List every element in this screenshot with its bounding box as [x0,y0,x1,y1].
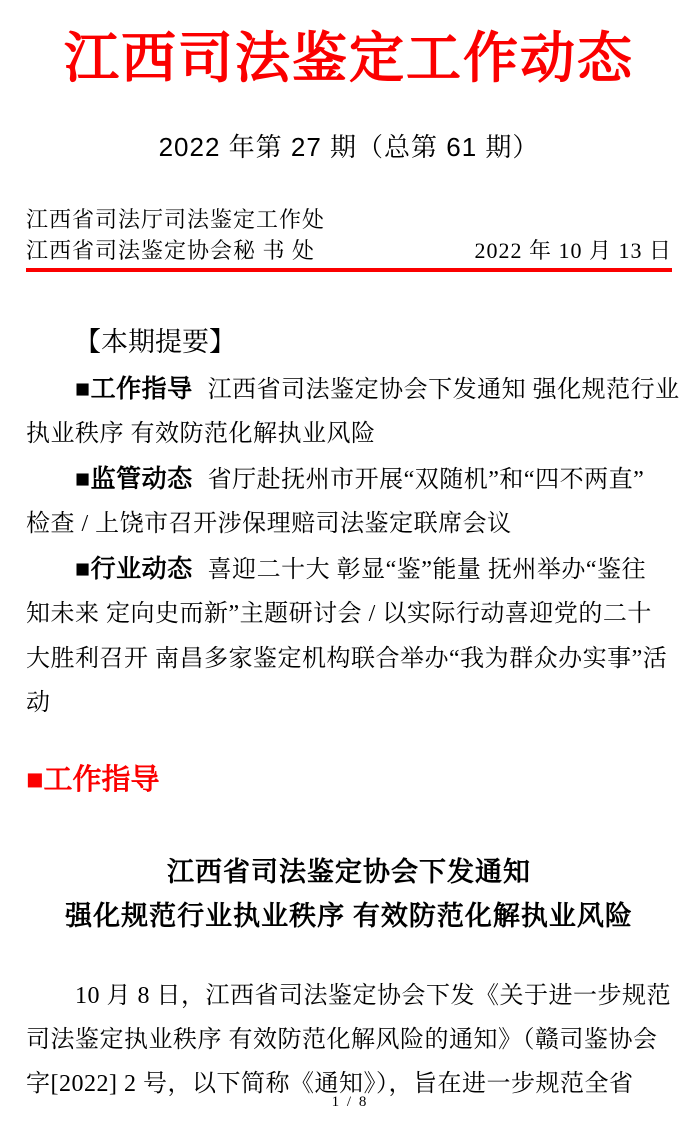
org-date-row [26,235,672,266]
article-body-paragraph [26,974,672,1106]
newsletter-title: 江西司法鉴定工作动态 [63,28,634,89]
masthead-block [26,204,672,266]
org-line-2: 江西省司法鉴定协会秘 书 处 [26,237,316,263]
page-number: 1 / 8 [331,1094,369,1110]
body-line: 司法鉴定执业秩序 有效防范化解风险的通知》（赣司鉴协会 [26,1026,658,1053]
summary-item-work-guidance [26,367,680,413]
summary-item-continuation: 动 [26,690,51,717]
article-title-line-2: 强化规范行业执业秩序 有效防范化解执业风险 [65,900,633,931]
org-line-1: 江西省司法厅司法鉴定工作处 [26,206,326,232]
article-title-line-1: 江西省司法鉴定协会下发通知 [167,856,531,887]
summary-item-label: ■行业动态 [75,554,193,583]
summary-item-continuation: 大胜利召开 南昌多家鉴定机构联合举办“我为群众办实事”活 [26,645,668,672]
red-divider-rule [26,268,672,272]
summary-item-continuation: 知未来 定向史而新”主题研讨会 / 以实际行动喜迎党的二十 [26,601,652,628]
summary-item-continuation: 执业秩序 有效防范化解执业风险 [26,421,376,448]
section-heading-work-guidance: ■工作指导 [26,763,160,796]
summary-heading: 【本期提要】 [74,326,236,357]
body-line: 10 月 8 日，江西省司法鉴定协会下发《关于进一步规范 [75,982,671,1009]
summary-item-continuation: 检查 / 上饶市召开涉保理赔司法鉴定联席会议 [26,511,512,538]
summary-item-label: ■监管动态 [75,464,193,493]
issue-date: 2022 年 10 月 13 日 [474,237,672,263]
summary-item-text: 省厅赴抚州市开展“双随机”和“四不两直” [207,466,645,493]
article-title [26,850,672,938]
issue-line: 2022 年第 27 期（总第 61 期） [158,131,540,162]
summary-item-supervision [26,457,672,503]
summary-list [26,367,680,726]
summary-item-label: ■工作指导 [75,374,193,403]
summary-item-text: 江西省司法鉴定协会下发通知 强化规范行业 [207,376,680,403]
summary-item-text: 喜迎二十大 彰显“鉴”能量 抚州举办“鉴往 [207,556,647,583]
body-line: 字[2022] 2 号，以下简称《通知》），旨在进一步规范全省 [26,1070,634,1097]
summary-item-industry [26,547,672,593]
